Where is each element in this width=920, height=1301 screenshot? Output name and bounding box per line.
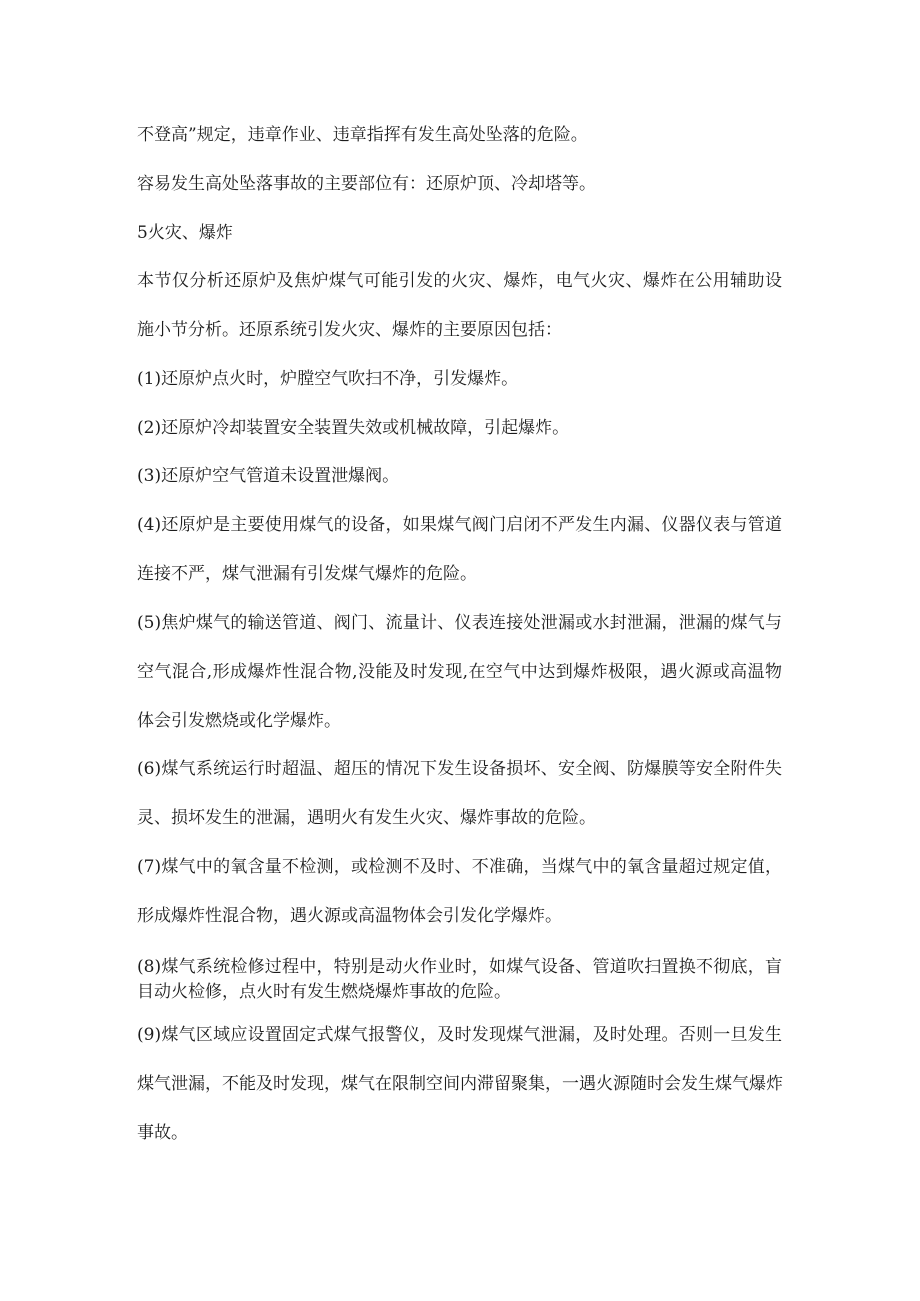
list-item: (4)还原炉是主要使用煤气的设备，如果煤气阀门启闭不严发生内漏、仪器仪表与管道 <box>137 515 782 535</box>
text-line: 目动火检修，点火时有发生燃烧爆炸事故的危险。 <box>137 982 511 1002</box>
text-line: 不登高”规定，违章作业、违章指挥有发生高处坠落的危险。 <box>137 125 588 145</box>
text-line: 形成爆炸性混合物，遇火源或高温物体会引发化学爆炸。 <box>137 906 562 926</box>
list-item: (1)还原炉点火时，炉膛空气吹扫不净，引发爆炸。 <box>137 369 519 389</box>
section-heading: 5火灾、爆炸 <box>137 223 233 243</box>
text-line: 灵、损坏发生的泄漏，遇明火有发生火灾、爆炸事故的危险。 <box>137 808 596 828</box>
list-item: (8)煤气系统检修过程中，特别是动火作业时，如煤气设备、管道吹扫置换不彻底，盲 <box>137 957 782 977</box>
text-line: 本节仅分析还原炉及焦炉煤气可能引发的火灾、爆炸，电气火灾、爆炸在公用辅助设 <box>137 271 782 291</box>
list-item: (6)煤气系统运行时超温、超压的情况下发生设备损坏、安全阀、防爆膜等安全附件失 <box>137 759 782 779</box>
text-line: 事故。 <box>137 1123 188 1143</box>
list-item: (3)还原炉空气管道未设置泄爆阀。 <box>137 466 400 486</box>
list-item: (5)焦炉煤气的输送管道、阀门、流量计、仪表连接处泄漏或水封泄漏，泄漏的煤气与 <box>137 613 782 633</box>
text-line: 连接不严，煤气泄漏有引发煤气爆炸的危险。 <box>137 564 477 584</box>
text-line: 空气混合,形成爆炸性混合物,没能及时发现,在空气中达到爆炸极限，遇火源或高温物 <box>137 662 782 682</box>
text-line: 施小节分析。还原系统引发火灾、爆炸的主要原因包括： <box>137 320 562 340</box>
text-line: 容易发生高处坠落事故的主要部位有：还原炉顶、冷却塔等。 <box>137 174 596 194</box>
list-item: (7)煤气中的氧含量不检测，或检测不及时、不准确，当煤气中的氧含量超过规定值， <box>137 857 782 877</box>
list-item: (2)还原炉冷却装置安全装置失效或机械故障，引起爆炸。 <box>137 418 570 438</box>
text-line: 体会引发燃烧或化学爆炸。 <box>137 711 341 731</box>
text-line: 煤气泄漏，不能及时发现，煤气在限制空间内滞留聚集，一遇火源随时会发生煤气爆炸 <box>137 1074 783 1094</box>
list-item: (9)煤气区域应设置固定式煤气报警仪，及时发现煤气泄漏，及时处理。否则一旦发生 <box>137 1025 782 1045</box>
